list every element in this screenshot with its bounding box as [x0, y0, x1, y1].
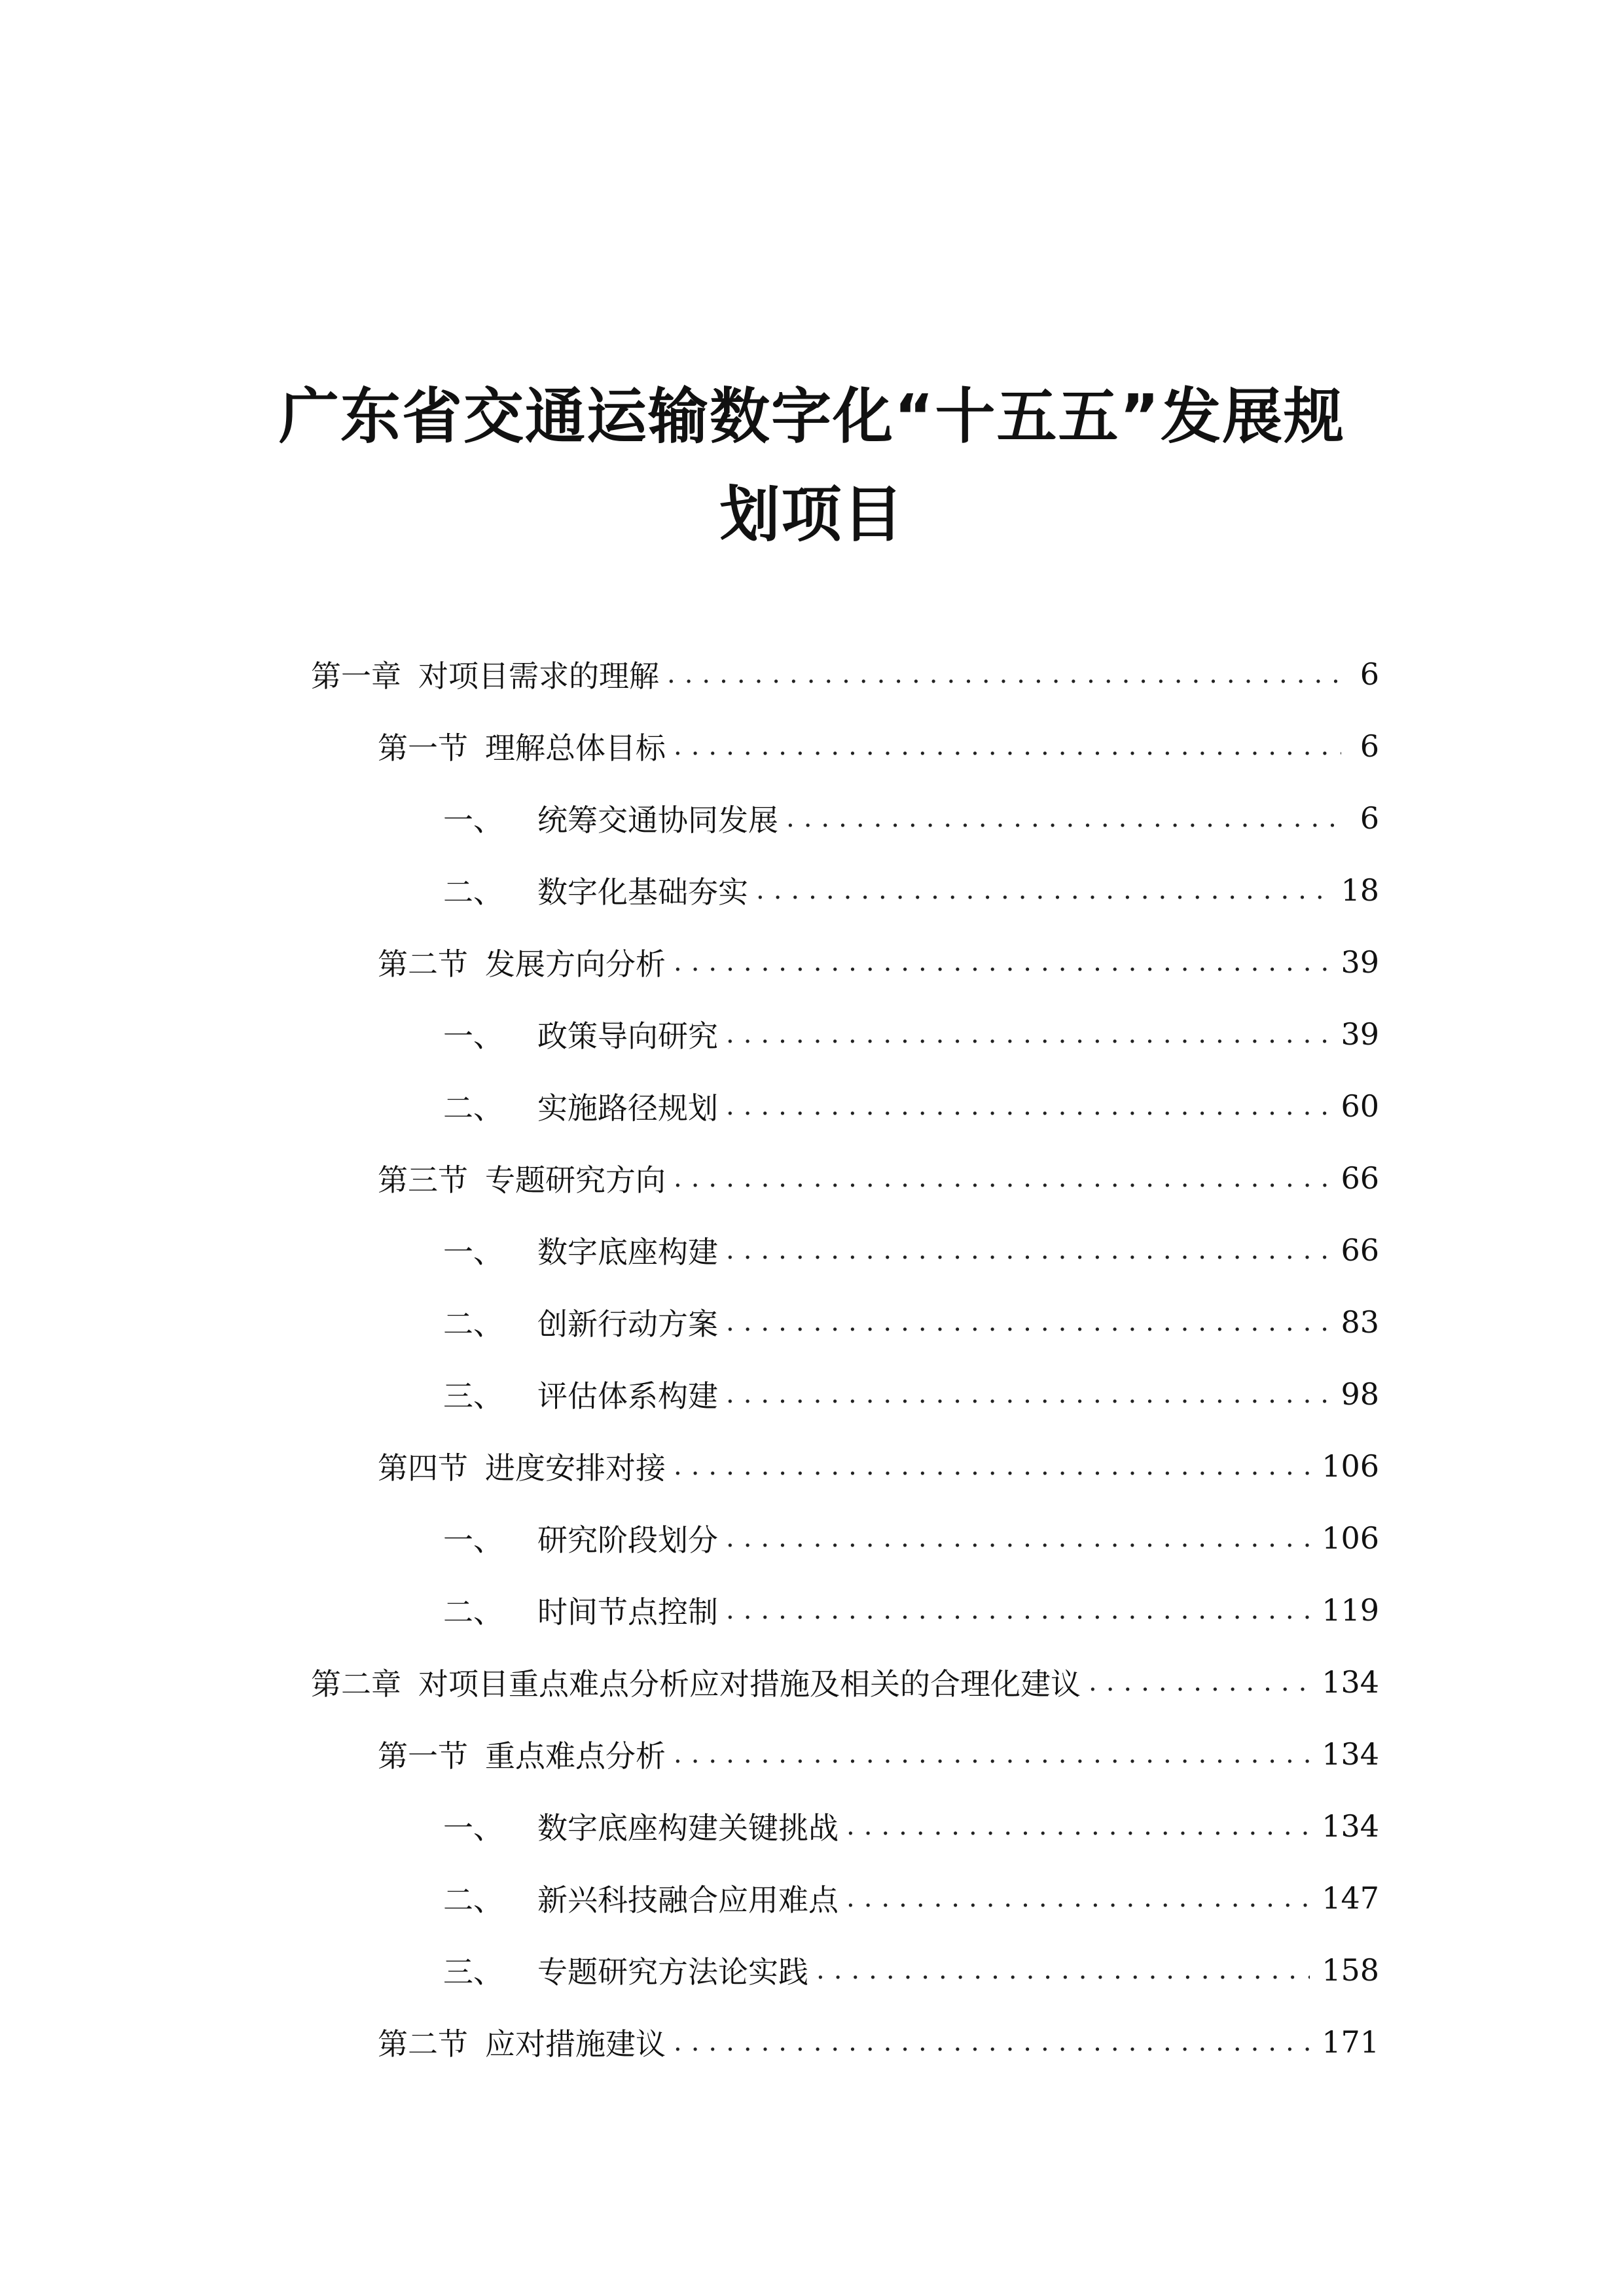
toc-dot-leader — [726, 1235, 1329, 1265]
toc-entry-number: 第一节 — [378, 730, 468, 766]
toc-entry[interactable] — [311, 1286, 1379, 1358]
toc-entry-number: 一、 — [443, 1234, 503, 1270]
toc-entry-title: 政策导向研究 — [537, 1018, 718, 1054]
toc-dot-leader — [674, 731, 1341, 761]
toc-entry-number: 二、 — [443, 1090, 503, 1126]
toc-page-number: 134 — [1322, 1808, 1379, 1844]
toc-dot-leader — [726, 1091, 1329, 1121]
toc-entry[interactable] — [311, 638, 1379, 710]
toc-entry-title: 重点难点分析 — [485, 1738, 666, 1774]
toc-entry-title: 数字化基础夯实 — [537, 874, 748, 910]
toc-entry-title: 对项目重点难点分析应对措施及相关的合理化建议 — [418, 1666, 1081, 1702]
toc-entry-title: 创新行动方案 — [537, 1306, 718, 1342]
toc-entry[interactable] — [311, 1358, 1379, 1430]
toc-dot-leader — [674, 1163, 1329, 1193]
toc-entry[interactable] — [311, 782, 1379, 854]
toc-page-number: 66 — [1341, 1232, 1379, 1268]
toc-page-number: 106 — [1322, 1520, 1379, 1556]
toc-page-number: 6 — [1360, 656, 1379, 692]
toc-page-number: 83 — [1341, 1304, 1379, 1340]
toc-dot-leader — [726, 1307, 1329, 1337]
toc-entry-title: 新兴科技融合应用难点 — [537, 1882, 839, 1918]
toc-page-number: 39 — [1341, 1016, 1379, 1052]
toc-entry-number: 一、 — [443, 1018, 503, 1054]
toc-dot-leader — [726, 1523, 1310, 1553]
toc-entry-number: 第四节 — [378, 1450, 468, 1486]
toc-entry-number: 第三节 — [378, 1162, 468, 1198]
toc-dot-leader — [756, 875, 1329, 905]
toc-entry-number: 二、 — [443, 874, 503, 910]
toc-dot-leader — [674, 1451, 1310, 1481]
toc-entry-title: 专题研究方向 — [485, 1162, 666, 1198]
toc-dot-leader — [726, 1595, 1310, 1625]
toc-entry-title: 研究阶段划分 — [537, 1522, 718, 1558]
toc-page-number: 39 — [1341, 944, 1379, 980]
toc-entry-number: 第一章 — [311, 658, 401, 694]
toc-page-number: 66 — [1341, 1160, 1379, 1196]
toc-dot-leader — [846, 1883, 1310, 1913]
toc-entry-title: 进度安排对接 — [485, 1450, 666, 1486]
toc-entry-number: 第二节 — [378, 946, 468, 982]
document-title — [0, 368, 1624, 564]
toc-dot-leader — [674, 2027, 1310, 2057]
toc-page-number: 106 — [1322, 1448, 1379, 1484]
toc-entry-number: 一、 — [443, 1810, 503, 1846]
toc-entry[interactable] — [311, 1502, 1379, 1574]
toc-entry-title: 评估体系构建 — [537, 1378, 718, 1414]
toc-entry[interactable] — [311, 1934, 1379, 2006]
toc-dot-leader — [726, 1019, 1329, 1049]
toc-page-number: 18 — [1341, 872, 1379, 908]
document-title-line-1: 广东省交通运输数字化“十五五”发展规 — [279, 381, 1345, 452]
toc-dot-leader — [786, 803, 1341, 833]
toc-entry-title: 应对措施建议 — [485, 2026, 666, 2062]
toc-entry-title: 数字底座构建关键挑战 — [537, 1810, 839, 1846]
toc-page-number: 134 — [1322, 1664, 1379, 1700]
toc-page-number: 98 — [1341, 1376, 1379, 1412]
toc-entry[interactable] — [311, 1574, 1379, 1646]
toc-entry[interactable] — [311, 1646, 1379, 1718]
toc-entry-number: 第一节 — [378, 1738, 468, 1774]
toc-entry-number: 三、 — [443, 1954, 503, 1990]
toc-entry-number: 第二章 — [311, 1666, 401, 1702]
toc-entry-number: 一、 — [443, 1522, 503, 1558]
toc-entry-number: 第二节 — [378, 2026, 468, 2062]
toc-dot-leader — [846, 1811, 1310, 1841]
toc-entry[interactable] — [311, 998, 1379, 1070]
toc-page-number: 158 — [1322, 1952, 1379, 1988]
toc-page-number: 134 — [1322, 1736, 1379, 1772]
toc-entry[interactable] — [311, 1862, 1379, 1934]
document-title-line-2: 划项目 — [719, 479, 905, 550]
toc-entry-title: 发展方向分析 — [485, 946, 666, 982]
toc-entry[interactable] — [311, 2006, 1379, 2078]
toc-entry-title: 对项目需求的理解 — [418, 658, 659, 694]
toc-entry-title: 专题研究方法论实践 — [537, 1954, 808, 1990]
toc-dot-leader — [667, 659, 1341, 689]
toc-entry[interactable] — [311, 1214, 1379, 1286]
toc-entry[interactable] — [311, 926, 1379, 998]
toc-dot-leader — [674, 1739, 1310, 1769]
toc-entry-number: 二、 — [443, 1594, 503, 1630]
toc-entry-number: 二、 — [443, 1306, 503, 1342]
toc-entry-title: 时间节点控制 — [537, 1594, 718, 1630]
toc-page-number: 6 — [1360, 728, 1379, 764]
toc-dot-leader — [1089, 1667, 1310, 1697]
toc-entry[interactable] — [311, 1718, 1379, 1790]
toc-entry-number: 二、 — [443, 1882, 503, 1918]
toc-entry-title: 理解总体目标 — [485, 730, 666, 766]
toc-entry[interactable] — [311, 854, 1379, 926]
toc-page-number: 171 — [1322, 2024, 1379, 2060]
toc-entry-number: 三、 — [443, 1378, 503, 1414]
toc-entry-title: 数字底座构建 — [537, 1234, 718, 1270]
toc-page-number: 6 — [1360, 800, 1379, 836]
toc-entry[interactable] — [311, 1430, 1379, 1502]
toc-entry-title: 实施路径规划 — [537, 1090, 718, 1126]
toc-entry[interactable] — [311, 710, 1379, 782]
toc-dot-leader — [726, 1379, 1329, 1409]
toc-page-number: 147 — [1322, 1880, 1379, 1916]
toc-page-number: 119 — [1322, 1592, 1379, 1628]
toc-entry-title: 统筹交通协同发展 — [537, 802, 778, 838]
toc-dot-leader — [816, 1955, 1310, 1985]
toc-entry[interactable] — [311, 1790, 1379, 1862]
toc-dot-leader — [674, 947, 1329, 977]
toc-page-number: 60 — [1341, 1088, 1379, 1124]
toc-entry[interactable] — [311, 1142, 1379, 1214]
toc-entry[interactable] — [311, 1070, 1379, 1142]
table-of-contents — [311, 638, 1379, 2078]
toc-entry-number: 一、 — [443, 802, 503, 838]
